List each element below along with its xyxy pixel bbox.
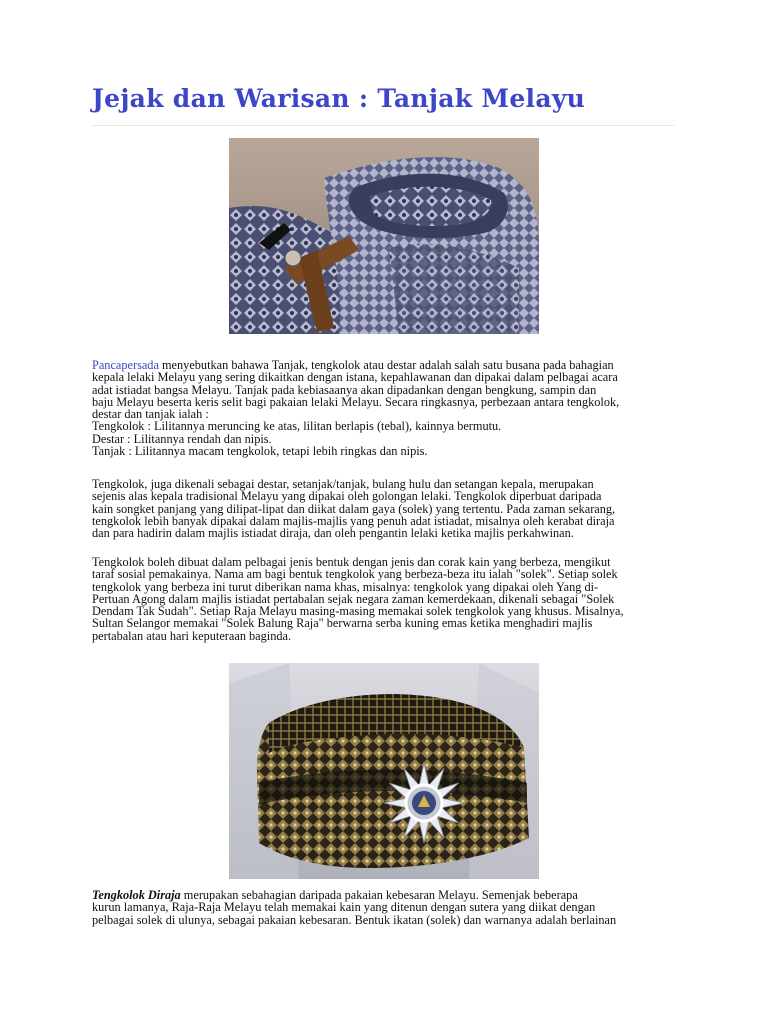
- text-line: dan para hadirin dalam majlis istiadat diraja, dan oleh pengantin lelaki ketika majlis perkahwinan.: [92, 526, 574, 541]
- text-line: Tengkolok, juga dikenali sebagai destar, setanjak/tanjak, bulang hulu dan setangan kepala, merupakan: [92, 477, 594, 491]
- text-line: Pertuan Agong dalam majlis istiadat pertabalan sejak negara zaman kemerdekaan, dikenali sebagai "Solek: [92, 591, 615, 606]
- text-line: Dendam Tak Sudah". Setiap Raja Melayu masing-masing memakai solek tengkolok yang khusus. Misalnya,: [92, 604, 624, 619]
- pancapersada-link[interactable]: Pancapersada: [92, 358, 159, 372]
- title-divider: [92, 125, 674, 126]
- text-line: pertabalan atau hari keputeraan baginda.: [92, 628, 292, 643]
- text-line: merupakan sebahagian daripada pakaian kebesaran Melayu. Semenjak beberapa: [180, 888, 578, 902]
- intro-paragraph: [92, 359, 674, 457]
- text-line: pelbagai solek di ulunya, sebagai pakaian kebesaran. Bentuk ikatan (solek) dan warnanya adalah berlainan: [92, 912, 617, 927]
- text-line: kurun lamanya, Raja-Raja Melayu telah memakai kain yang ditenun dengan sutera yang diikat dengan: [92, 900, 596, 915]
- text-line: kain songket panjang yang dilipat-lipat dan diikat dalam gaya (solek) yang tertentu. Pada zaman sekarang,: [92, 501, 616, 516]
- text-line: tengkolok yang berbeza ini turut diberikan nama khas, misalnya: tengkolok yang dipakai oleh Yang di-: [92, 579, 599, 594]
- tanjak-definition: Tanjak : Lilitannya macam tengkolok, tetapi lebih ringkas dan nipis.: [92, 444, 428, 459]
- page-title: Jejak dan Warisan : Tanjak Melayu: [92, 84, 586, 113]
- text-line: adat istiadat bangsa Melayu. Tanjak pada kebiasaanya akan dipadankan dengan bengkung, sampin dan: [92, 382, 597, 397]
- text-line: Tengkolok boleh dibuat dalam pelbagai jenis bentuk dengan jenis dan corak kain yang berbeza, mengikut: [92, 555, 611, 569]
- text-line: kepala lelaki Melayu yang sering dikaitkan dengan istana, kepahlawanan dan dipakai dalam pelbagai acara: [92, 370, 618, 385]
- tengkolok-definition: Tengkolok : Lilitannya meruncing ke atas, lilitan berlapis (tebal), kainnya bermutu.: [92, 419, 502, 434]
- text-line: destar dan tanjak ialah :: [92, 407, 209, 422]
- tengkolok-diraja-paragraph: [92, 889, 674, 926]
- text-line: sejenis alas kepala tradisional Melayu yang dipakai oleh golongan lelaki. Tengkolok diperbuat daripada: [92, 489, 602, 504]
- text-line: taraf sosial pemakainya. Nama am bagi bentuk tengkolok yang berbeza-beza itu ialah "solek". Setiap solek: [92, 567, 618, 582]
- tengkolok-diraja-term: Tengkolok Diraja: [92, 888, 181, 902]
- text-line: baju Melayu beserta keris selit bagi pakaian lelaki Melayu. Secara ringkasnya, perbezaan antara tengkolok,: [92, 394, 620, 409]
- solek-paragraph: [92, 556, 674, 642]
- tengkolok-diraja-photo: [229, 663, 539, 879]
- tengkolok-paragraph: [92, 478, 674, 539]
- tanjak-keris-photo: [229, 138, 539, 334]
- text-line: menyebutkan bahawa Tanjak, tengkolok atau destar adalah salah satu busana pada bahagian: [158, 358, 614, 372]
- destar-definition: Destar : Lilitannya rendah dan nipis.: [92, 431, 272, 446]
- text-line: tengkolok lebih banyak dipakai dalam majlis-majlis yang penuh adat istiadat, misalnya oleh kerabat diraja: [92, 513, 615, 528]
- text-line: Sultan Selangor memakai "Solek Balung Raja" berwarna serba kuning emas ketika menghadiri majlis: [92, 616, 593, 631]
